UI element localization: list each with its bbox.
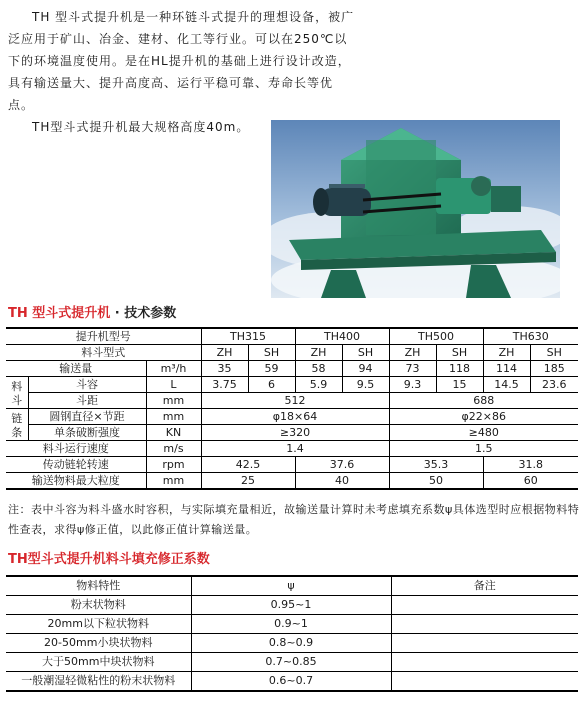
bucket-volume-cell: 6 [248, 377, 295, 393]
bucket-volume-cell: 5.9 [295, 377, 342, 393]
fill-remark-cell [391, 634, 578, 653]
chain-strength-label: 单条破断强度 [28, 425, 146, 441]
spec-row-model [6, 328, 578, 345]
bucket-volume-cell: 9.3 [389, 377, 436, 393]
spec-row-chain-strength [6, 425, 578, 441]
fill-table [6, 575, 578, 692]
bucket-volume-unit: L [146, 377, 201, 393]
max-size-label: 输送物料最大粒度 [6, 473, 146, 490]
run-speed-cell: 1.4 [201, 441, 389, 457]
fill-title-text: TH型斗式提升机料斗填充修正系数 [8, 552, 210, 567]
bucket-elevator-illustration [271, 120, 560, 298]
spec-table [6, 327, 578, 490]
model-th500: TH500 [389, 328, 483, 345]
max-size-cell: 60 [483, 473, 578, 490]
sprocket-speed-cell: 42.5 [201, 457, 295, 473]
run-speed-cell: 1.5 [389, 441, 578, 457]
bucket-pitch-unit: mm [146, 393, 201, 409]
model-th315: TH315 [201, 328, 295, 345]
fill-material-cell: 一般潮湿轻微粘性的粉末状物料 [6, 672, 191, 692]
chain-strength-cell: ≥480 [389, 425, 578, 441]
capacity-cell: 59 [248, 361, 295, 377]
capacity-label: 输送量 [6, 361, 146, 377]
sprocket-speed-cell: 35.3 [389, 457, 483, 473]
intro-paragraph-1: TH 型斗式提升机是一种环链斗式提升的理想设备，被广泛应用于矿山、冶金、建材、化工等行业。可以在250℃以下的环境温度使用。是在HL提升机的基础上进行设计改造，具有输送量大、提升高度高、运行平稳可靠、寿命长等优点。 [8, 10, 355, 112]
fill-psi-cell: 0.95~1 [191, 596, 391, 615]
spec-row-capacity [6, 361, 578, 377]
bucket-volume-cell: 15 [436, 377, 483, 393]
spec-note [8, 500, 580, 540]
max-size-cell: 40 [295, 473, 389, 490]
bucket-pitch-cell: 688 [389, 393, 578, 409]
group-bucket-label: 料斗 [6, 377, 28, 409]
spec-row-bucket-pitch [6, 393, 578, 409]
fill-row [6, 615, 578, 634]
fill-psi-cell: 0.6~0.7 [191, 672, 391, 692]
fill-remark-cell [391, 615, 578, 634]
fill-material-cell: 大于50mm中块状物料 [6, 653, 191, 672]
spec-row-run-speed [6, 441, 578, 457]
bucket-pitch-label: 斗距 [28, 393, 146, 409]
chain-strength-cell: ≥320 [201, 425, 389, 441]
bucket-volume-cell: 3.75 [201, 377, 248, 393]
fill-remark-cell [391, 672, 578, 692]
capacity-cell: 114 [483, 361, 530, 377]
fill-psi-cell: 0.7~0.85 [191, 653, 391, 672]
max-size-cell: 25 [201, 473, 295, 490]
bucket-type-cell: SH [342, 345, 389, 361]
capacity-cell: 94 [342, 361, 389, 377]
bucket-volume-cell: 14.5 [483, 377, 530, 393]
bucket-pitch-cell: 512 [201, 393, 389, 409]
fill-row [6, 653, 578, 672]
fill-material-cell: 20mm以下粒状物料 [6, 615, 191, 634]
fill-header-row [6, 576, 578, 596]
fill-material-cell: 20-50mm小块状物料 [6, 634, 191, 653]
fill-row [6, 634, 578, 653]
spec-title-black: 技术参数 [124, 306, 177, 321]
spec-section-title [8, 302, 176, 321]
spec-row-bucket-type [6, 345, 578, 361]
chain-dims-cell: φ22×86 [389, 409, 578, 425]
capacity-cell: 73 [389, 361, 436, 377]
bucket-type-cell: SH [248, 345, 295, 361]
sprocket-speed-cell: 37.6 [295, 457, 389, 473]
bucket-type-cell: ZH [483, 345, 530, 361]
capacity-unit: m³/h [146, 361, 201, 377]
run-speed-unit: m/s [146, 441, 201, 457]
bucket-type-cell: SH [530, 345, 578, 361]
sprocket-speed-cell: 31.8 [483, 457, 578, 473]
max-size-cell: 50 [389, 473, 483, 490]
intro-paragraph-2: TH型斗式提升机最大规格高度40m。 [32, 120, 250, 134]
spec-title-red: TH 型斗式提升机 [8, 306, 111, 321]
spec-row-bucket-volume [6, 377, 578, 393]
spec-title-separator: · [110, 306, 125, 321]
chain-dims-unit: mm [146, 409, 201, 425]
chain-strength-unit: KN [146, 425, 201, 441]
max-size-unit: mm [146, 473, 201, 490]
bucket-type-cell: ZH [295, 345, 342, 361]
bucket-type-cell: ZH [389, 345, 436, 361]
bucket-type-label: 料斗型式 [6, 345, 201, 361]
fill-section-title [8, 548, 210, 567]
fill-row [6, 672, 578, 692]
chain-dims-label: 圆钢直径×节距 [28, 409, 146, 425]
capacity-cell: 35 [201, 361, 248, 377]
spec-row-max-size [6, 473, 578, 490]
chain-dims-cell: φ18×64 [201, 409, 389, 425]
fill-row [6, 596, 578, 615]
sprocket-speed-label: 传动链轮转速 [6, 457, 146, 473]
fill-material-cell: 粉末状物料 [6, 596, 191, 615]
bucket-volume-label: 斗容 [28, 377, 146, 393]
fill-remark-cell [391, 653, 578, 672]
spec-row-chain-dims [6, 409, 578, 425]
bucket-volume-cell: 23.6 [530, 377, 578, 393]
bucket-type-cell: ZH [201, 345, 248, 361]
model-th400: TH400 [295, 328, 389, 345]
bucket-volume-cell: 9.5 [342, 377, 389, 393]
fill-header-material: 物料特性 [6, 576, 191, 596]
fill-psi-cell: 0.9~1 [191, 615, 391, 634]
bucket-elevator-photo [271, 120, 560, 298]
capacity-cell: 118 [436, 361, 483, 377]
group-chain-label: 链条 [6, 409, 28, 441]
bucket-type-cell: SH [436, 345, 483, 361]
run-speed-label: 料斗运行速度 [6, 441, 146, 457]
fill-header-remark: 备注 [391, 576, 578, 596]
fill-psi-cell: 0.8~0.9 [191, 634, 391, 653]
fill-header-psi: ψ [191, 576, 391, 596]
fill-remark-cell [391, 596, 578, 615]
intro-text [8, 6, 358, 138]
sprocket-speed-unit: rpm [146, 457, 201, 473]
model-th630: TH630 [483, 328, 578, 345]
capacity-cell: 58 [295, 361, 342, 377]
spec-row-sprocket-speed [6, 457, 578, 473]
capacity-cell: 185 [530, 361, 578, 377]
spec-note-text: 注：表中斗容为料斗盛水时容积，与实际填充量相近，故输送量计算时未考虑填充系数ψ具体选型时应根据物料特性查表，求得ψ修正值，以此修正值计算输送量。 [8, 503, 580, 536]
model-label: 提升机型号 [6, 328, 201, 345]
